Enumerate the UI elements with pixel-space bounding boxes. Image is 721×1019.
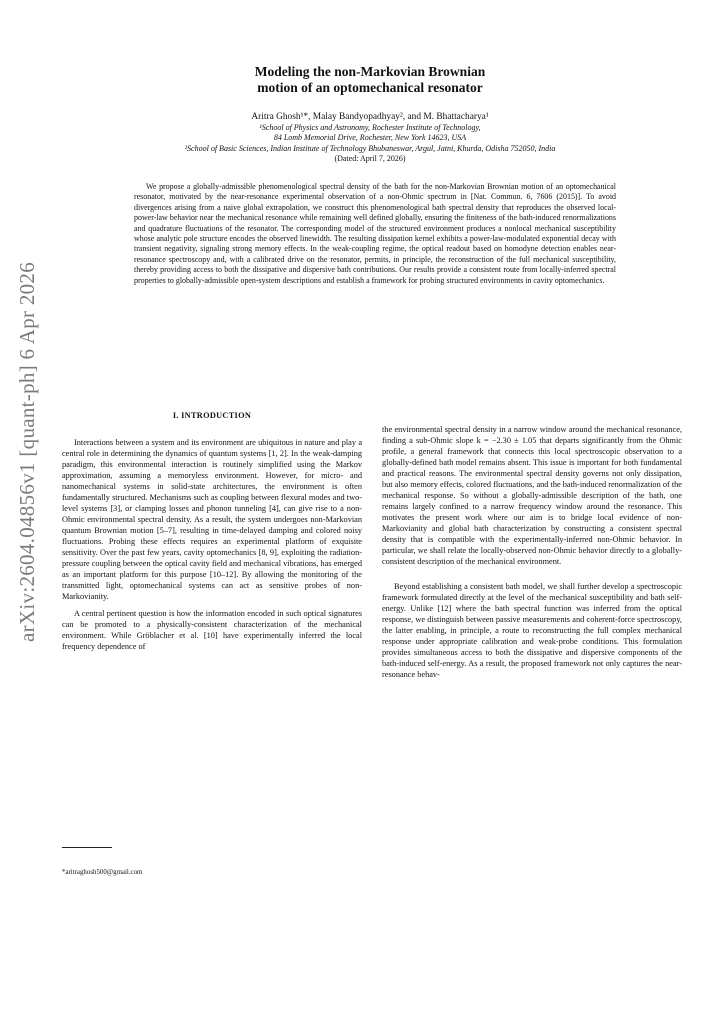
author-list: Aritra Ghosh¹*, Malay Bandyopadhyay², and M. Bhattacharya¹ bbox=[251, 112, 489, 122]
footnote-rule bbox=[62, 847, 112, 848]
intro-paragraph-3: the environmental spectral density in a narrow window around the mechanical resonance, finding a sub-Ohmic slope k = −2.30 ± 1.05 that departs significantly from the Ohmic profile, a general framework that connects this local spectroscopic observation to a globally-defined bath model remains absent. This issue is important for both fundamental and practical reasons. The environmental spectral density governs not only dissipation, but also memory effects, colored fluctuations, and the bath-induced renormalization of the mechanical response. So without a globally-admissible description of the bath, one remains largely confined to a narrow frequency window around the resonance. This motivates the present work where our aim is to bridge local evidence of non-Markovianity and global bath characterization by constructing a consistent spectral density that is compatible with the experimentally-inferred non-Ohmic behavior. In particular, we shall relate the locally-observed non-Ohmic behavior directly to a globally-consistent description of the mechanical environment. bbox=[382, 425, 682, 566]
paper-title bbox=[140, 64, 600, 96]
author-block bbox=[80, 112, 660, 165]
dated-line: (Dated: April 7, 2026) bbox=[334, 154, 406, 164]
intro-paragraph-2: A central pertinent question is how the information encoded in such optical signatures can be promoted to a physically-consistent characterization of the mechanical environment. While Gröblacher et al. [10] have experimentally inferred the local frequency dependence of bbox=[62, 609, 362, 651]
intro-paragraph-4: Beyond establishing a consistent bath model, we shall further develop a spectroscopic framework formulated directly at the level of the mechanical susceptibility and bath self-energy. Unlike [12] where the bath spectral function was inferred from the optical response, we distinguish between passive measurements and coherent-force spectroscopy, the latter enabling, in principle, a route to reconstructing the full complex mechanical response under appropriate calibration and weak-probe conditions. This formulation provides simultaneous access to both the dissipative and dispersive components of the bath-induced self-energy. As a result, the proposed framework not only captures the near-resonance behav- bbox=[382, 582, 682, 679]
right-column bbox=[382, 424, 682, 680]
intro-paragraph-1: Interactions between a system and its environment are ubiquitous in nature and play a central role in determining the dynamics of quantum systems [1, 2]. In the weak-damping paradigm, this environmental interaction is routinely simplified using the Markov approximation, assuming a memoryless environment. However, for micro- and nanomechanical systems in solid-state architectures, the environment is often fundamentally structured. Mechanisms such as coupling between flexural modes and two-level systems [3], or clamping losses and phonon tunneling [4], can give rise to a non-Ohmic environmental spectral density. As a result, the system undergoes non-Markovian quantum Brownian motion [5–7], resulting in time-delayed damping and colored noisy fluctuations. Probing these effects requires an experimental platform of exquisite sensitivity. Over the past few years, cavity optomechanics [8, 9], exploiting the radiation-pressure coupling between the optical cavity field and mechanical vibrations, has emerged as an important platform for this purpose [10–12]. By allowing the monitoring of the transmitted light, optomechanical systems can act as sensitive probes of non-Markovianity. bbox=[62, 438, 362, 601]
arxiv-stamp: arXiv:2604.04856v1 [quant-ph] 6 Apr 2026 bbox=[15, 261, 39, 642]
footnote-email: *aritraghosh500@gmail.com bbox=[62, 869, 143, 876]
title-line-1: Modeling the non-Markovian Brownian bbox=[254, 64, 486, 79]
left-column bbox=[62, 410, 362, 652]
abstract: We propose a globally-admissible phenomenological spectral density of the bath for the non-Markovian Brownian motion of an optomechanical resonator, motivated by the near-resonance experimental observation of a non-Ohmic spectrum in [Nat. Commun. 6, 7606 (2015)]. To avoid divergences arising from a naive global extrapolation, we construct this phenomenological bath spectral density that reproduces the observed local-power-law behavior near the mechanical resonance while remaining well defined globally, ensuring the finiteness of the bath-induced renormalizations and quadrature fluctuations of the resonator. The corresponding model of the structured environment produces a nonlocal mechanical susceptibility whose analytic pole structure encodes the observed linewidth. The resulting dissipation kernel exhibits a power-law-modulated exponential decay with transient negativity, signaling strong memory effects. In the weak-coupling regime, the optical readout based on homodyne detection enables near-resonance spectroscopy and, with a calibrated drive on the resonator, permits, in principle, the reconstruction of the full mechanical susceptibility, thereby providing access to both the dissipative and dispersive bath contributions. Our results provide a consistent route from locally-inferred spectral properties to globally-admissible open-system descriptions and establish a framework for probing structured environments in cavity optomechanics. bbox=[134, 182, 616, 285]
affiliation-2: ²School of Basic Sciences, Indian Institute of Technology Bhubaneswar, Argul, Jatni, Khurda, Odisha 752050, India bbox=[184, 143, 556, 153]
affiliation-1-line-1: ¹School of Physics and Astronomy, Rochester Institute of Technology, bbox=[259, 123, 481, 132]
affiliation-1-line-2: 84 Lomb Memorial Drive, Rochester, New York 14623, USA bbox=[273, 133, 467, 143]
title-line-2: motion of an optomechanical resonator bbox=[257, 80, 483, 95]
section-heading-introduction: I. INTRODUCTION bbox=[172, 411, 252, 420]
